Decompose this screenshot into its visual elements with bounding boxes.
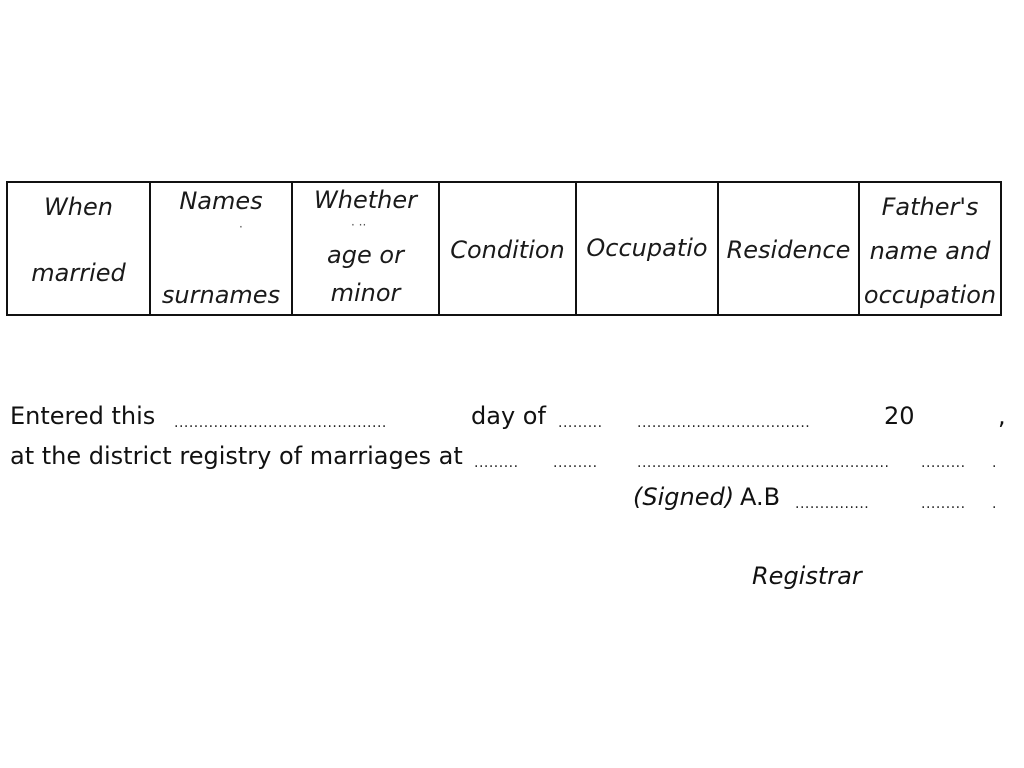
column-occupation xyxy=(576,182,718,315)
day-blank-dots: ........................................... xyxy=(174,415,387,431)
day-of-label: day of xyxy=(471,402,546,430)
column-whether-age-minor xyxy=(292,182,439,315)
signature-end-dot: . xyxy=(992,496,997,512)
registry-blank-dots-4: ......... xyxy=(921,455,966,471)
column-names-line-2: surnames xyxy=(161,281,281,309)
year-prefix: 20 xyxy=(884,402,915,430)
column-when-married xyxy=(7,182,150,315)
column-whether-line-3: minor xyxy=(330,279,401,307)
column-whether-line-1: Whether xyxy=(314,186,417,214)
signed-label: (Signed) xyxy=(633,483,735,511)
column-condition-label: Condition xyxy=(450,236,565,264)
scan-speck: · xyxy=(239,220,243,234)
registry-blank-dots-1: ......... xyxy=(474,455,519,471)
column-when-married-line-1: When xyxy=(44,193,113,221)
signature-blank-dots-2: ......... xyxy=(921,496,966,512)
column-whether-line-2: age or xyxy=(327,241,404,269)
column-names-surnames xyxy=(150,182,292,315)
column-father-line-1: Father's xyxy=(881,193,979,221)
column-when-married-line-2: married xyxy=(31,259,126,287)
registry-end-dot: . xyxy=(992,455,997,471)
month-blank-dots-1: ......... xyxy=(558,415,603,431)
registry-blank-dots-2: ......... xyxy=(553,455,598,471)
district-registry-label: at the district registry of marriages at xyxy=(10,442,463,470)
scan-speck: · ·· xyxy=(351,218,367,232)
column-condition xyxy=(439,182,576,315)
entered-this-label: Entered this xyxy=(10,402,156,430)
column-father-line-2: name and xyxy=(869,237,991,265)
line-comma: , xyxy=(998,402,1006,430)
marriage-register-table xyxy=(6,181,1002,316)
column-names-line-1: Names xyxy=(179,187,263,215)
signature-blank-dots-1: ............... xyxy=(795,496,870,512)
signer-initials: A.B xyxy=(740,483,781,511)
column-fathers-name-occupation xyxy=(859,182,1001,315)
column-father-line-3: occupation xyxy=(863,281,997,309)
column-residence xyxy=(718,182,859,315)
month-blank-dots-2: ................................... xyxy=(637,415,811,431)
column-residence-label: Residence xyxy=(726,236,851,264)
table-header-row xyxy=(7,182,1001,315)
registry-blank-dots-3: ................................................... xyxy=(637,455,890,471)
column-occupation-label: Occupatio xyxy=(586,234,708,262)
registrar-title: Registrar xyxy=(752,562,862,590)
